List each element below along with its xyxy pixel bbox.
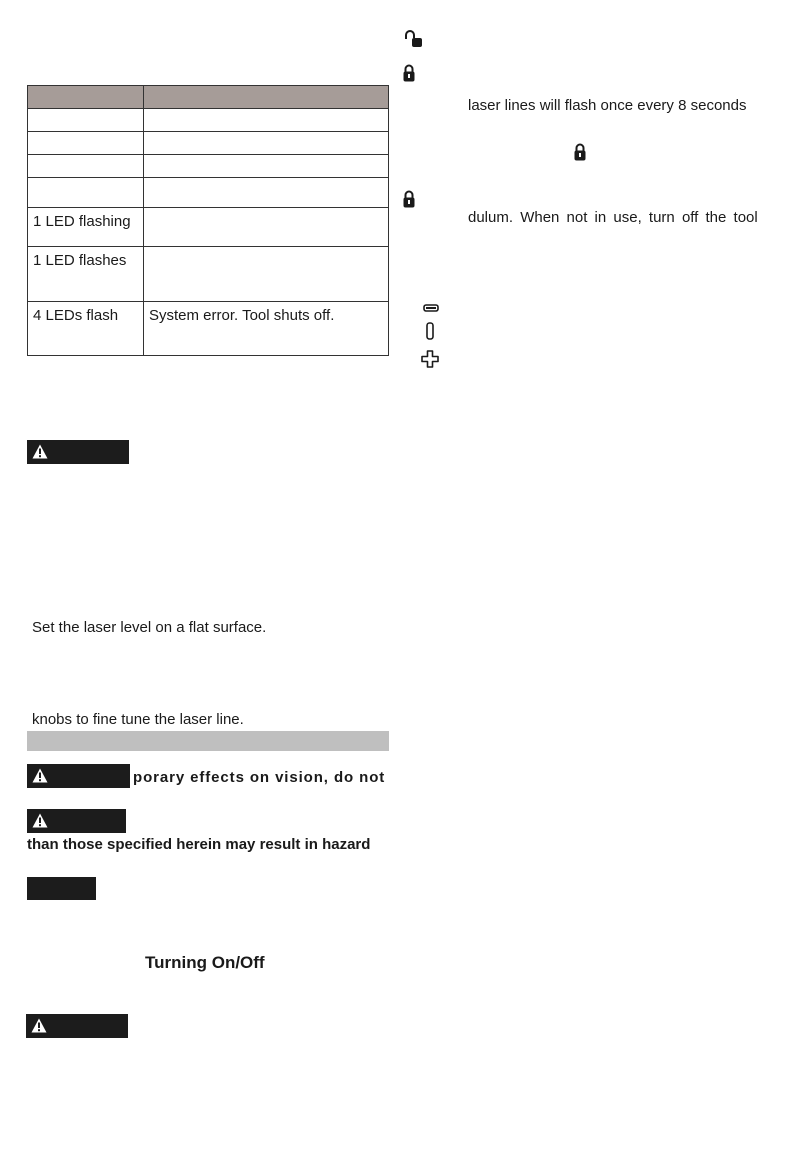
- table-row: [28, 302, 389, 356]
- table-cell-meaning: [144, 178, 389, 208]
- table-header-cell: [144, 86, 389, 109]
- table-row: [28, 178, 389, 208]
- table-cell-status: 4 LEDs flash: [28, 302, 144, 356]
- section-heading: Turning On/Off: [145, 953, 265, 972]
- table-cell-meaning: [144, 132, 389, 155]
- table-cell-meaning: [144, 247, 389, 302]
- warning-label-bar: [27, 764, 130, 788]
- padlock-closed-icon: [574, 143, 586, 161]
- warning-label-bar: [27, 440, 129, 464]
- warning-label-bar: [27, 809, 126, 833]
- vertical-line-icon: [426, 322, 434, 340]
- table-cell-status: 1 LED flashes: [28, 247, 144, 302]
- table-row: [28, 208, 389, 247]
- warning-text-fragment: than those specified herein may result in hazard: [27, 836, 371, 853]
- table-header-row: [28, 86, 389, 109]
- led-status-table: [27, 85, 389, 356]
- warning-triangle-icon: [31, 1018, 47, 1033]
- pendulum-info-text: dulum. When not in use, turn off the tool: [468, 209, 758, 226]
- table-cell-meaning: System error. Tool shuts off.: [144, 302, 389, 356]
- table-cell-meaning: [144, 155, 389, 178]
- table-cell-meaning: [144, 208, 389, 247]
- table-cell-status: [28, 155, 144, 178]
- setup-instruction-text: Set the laser level on a flat surface.: [32, 619, 267, 636]
- horizontal-line-icon: [423, 304, 439, 312]
- table-row: [28, 155, 389, 178]
- warning-triangle-icon: [32, 768, 48, 783]
- warning-text-fragment: porary effects on vision, do not: [133, 769, 386, 786]
- table-header-cell: [28, 86, 144, 109]
- table-row: [28, 109, 389, 132]
- section-divider-bar: [27, 731, 389, 751]
- table-row: [28, 247, 389, 302]
- cross-line-icon: [421, 350, 439, 368]
- table-cell-meaning: [144, 109, 389, 132]
- table-row: [28, 132, 389, 155]
- warning-triangle-icon: [32, 444, 48, 459]
- table-cell-status: [28, 178, 144, 208]
- warning-label-bar: [26, 1014, 128, 1038]
- flash-info-text: laser lines will flash once every 8 seconds: [468, 97, 747, 114]
- padlock-closed-icon: [403, 64, 415, 82]
- table-cell-status: [28, 109, 144, 132]
- table-cell-status: 1 LED flashing: [28, 208, 144, 247]
- padlock-open-icon: [403, 30, 423, 48]
- table-cell-status: [28, 132, 144, 155]
- fine-tune-instruction-text: knobs to fine tune the laser line.: [32, 711, 244, 728]
- padlock-closed-icon: [403, 190, 415, 208]
- warning-triangle-icon: [32, 813, 48, 828]
- notice-label-bar: [27, 877, 96, 900]
